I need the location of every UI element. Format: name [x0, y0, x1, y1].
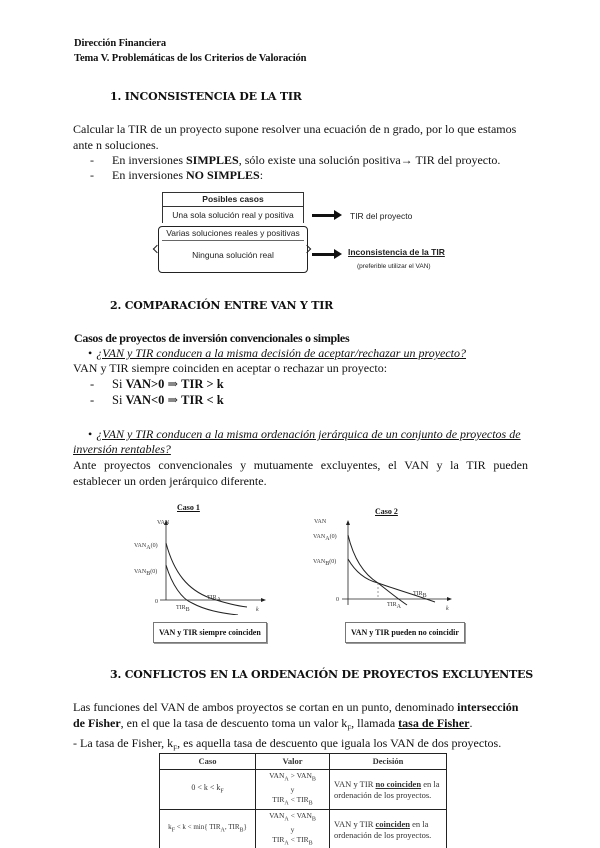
section1-title: 1. INCONSISTENCIA DE LA TIR [110, 90, 302, 103]
section2-title: 2. COMPARACIÓN ENTRE VAN Y TIR [110, 299, 334, 312]
van-a-zero-label: $VAN_A(0)$ [313, 534, 337, 543]
x-axis-label: k [446, 606, 449, 612]
header-caso: Caso [160, 754, 256, 770]
intro-line2: ante n soluciones. [73, 137, 159, 152]
graph-caso-1 [130, 495, 290, 645]
case-no-real-solution: Ninguna solución real [192, 250, 274, 260]
answer-ranking-line2: establecer un orden jerárquico diferente. [73, 473, 267, 488]
graph-title: Caso 2 [375, 507, 398, 516]
fisher-line2: de Fisher, en el que la tasa de descuento toma un valor $k_F$, llamada tasa de Fisher. [73, 715, 473, 732]
section3-paragraph-fisher [73, 700, 528, 757]
tir-a-label: $TIR_A$ [207, 595, 222, 604]
question-decision: • ¿VAN y TIR conducen a la misma decisión de aceptar/rechazar un proyecto? [88, 346, 467, 360]
cell-caso: $k_F < k < \min${ $TIR_A$, $TIR_B$} [160, 810, 256, 848]
tir-a-label: $TIR_A$ [387, 602, 402, 611]
answer-decision: VAN y TIR siempre coinciden en aceptar o rechazar un proyecto: [73, 361, 388, 375]
zero-label: 0 [336, 597, 339, 603]
table-row [160, 810, 447, 848]
result-note-prefer-van: (preferible utilizar el VAN) [357, 263, 431, 270]
cell-decision: VAN y TIR no coinciden en la ordenación de los proyectos. [330, 770, 447, 810]
section1-item-simples: - En inversiones SIMPLES, sólo existe una solución positiva→ TIR del proyecto. [90, 153, 501, 167]
answer-ranking [73, 458, 528, 489]
section2-subtitle: Casos de proyectos de inversión convencionales o simples [74, 331, 350, 345]
tir-b-label: $TIR_B$ [413, 591, 427, 600]
section3-title: 3. CONFLICTOS EN LA ORDENACIÓN DE PROYECTOS EXCLUYENTES [110, 668, 533, 681]
document-course: Dirección Financiera [74, 38, 166, 49]
rule-van-negative: - Si VAN<0 ⇒ TIR < k [90, 393, 224, 407]
cell-valor: $VAN_A > VAN_B$ y $TIR_A < TIR_B$ [256, 770, 330, 810]
multiple-cases-bracket [158, 226, 308, 273]
result-inconsistencia-tir: Inconsistencia de la TIR [348, 247, 445, 257]
graph-caso-2 [310, 495, 470, 645]
x-axis-label: k [256, 607, 259, 613]
question-ranking-line2: inversión rentables? [73, 442, 171, 456]
header-valor: Valor [256, 754, 330, 770]
y-axis-label: VAN [157, 520, 170, 526]
intro-line1: Calcular la TIR de un proyecto supone resolver una ecuación de n grado, por lo que estamos [73, 122, 517, 136]
header-decision: Decisión [330, 754, 447, 770]
possible-cases-header-box [162, 192, 304, 223]
van-b-zero-label: $VAN_B(0)$ [134, 569, 158, 578]
case-single-solution: Una sola solución real y positiva [172, 210, 294, 220]
graph-caption-case2: VAN y TIR pueden no coincidir [345, 622, 465, 643]
cell-decision: VAN y TIR coinciden en la ordenación de los proyectos. [330, 810, 447, 848]
arrow-right-icon [312, 249, 342, 259]
cell-caso: $0 < k < k_F$ [160, 770, 256, 810]
arrow-right-icon [312, 210, 342, 220]
y-axis-label: VAN [314, 519, 327, 525]
document-topic: Tema V. Problemáticas de los Criterios de Valoración [74, 53, 307, 64]
possible-cases-diagram [150, 190, 470, 280]
table-row [160, 770, 447, 810]
cell-valor: $VAN_A < VAN_B$ y $TIR_A < TIR_B$ [256, 810, 330, 848]
possible-cases-header: Posibles casos [163, 193, 303, 207]
zero-label: 0 [155, 599, 158, 605]
fisher-line3: - La tasa de Fisher, $k_F$, es aquella tasa de descuento que iguala los VAN de dos proyectos. [73, 736, 502, 753]
question-ranking: • ¿VAN y TIR conducen a la misma ordenación jerárquica de un conjunto de proyectos de [88, 427, 521, 441]
graph-caption-case1: VAN y TIR siempre coinciden [153, 622, 267, 643]
section1-item-no-simples: - En inversiones NO SIMPLES: [90, 168, 264, 182]
case-multiple-solutions: Varias soluciones reales y positivas [162, 227, 304, 241]
graph-title: Caso 1 [177, 503, 200, 512]
answer-ranking-line1: Ante proyectos convencionales y mutuamente excluyentes, el VAN y la TIR pueden [73, 458, 528, 472]
van-a-zero-label: $VAN_A(0)$ [134, 543, 158, 552]
fisher-cases-table [159, 753, 447, 848]
tir-b-label: $TIR_B$ [176, 605, 190, 614]
fisher-line1: Las funciones del VAN de ambos proyectos se cortan en un punto, denominado intersección [73, 700, 519, 714]
section1-intro [73, 122, 528, 153]
van-b-zero-label: $VAN_B(0)$ [313, 559, 337, 568]
result-tir-del-proyecto: TIR del proyecto [350, 211, 413, 221]
rule-van-positive: - Si VAN>0 ⇒ TIR > k [90, 377, 224, 391]
table-header-row [160, 754, 447, 770]
